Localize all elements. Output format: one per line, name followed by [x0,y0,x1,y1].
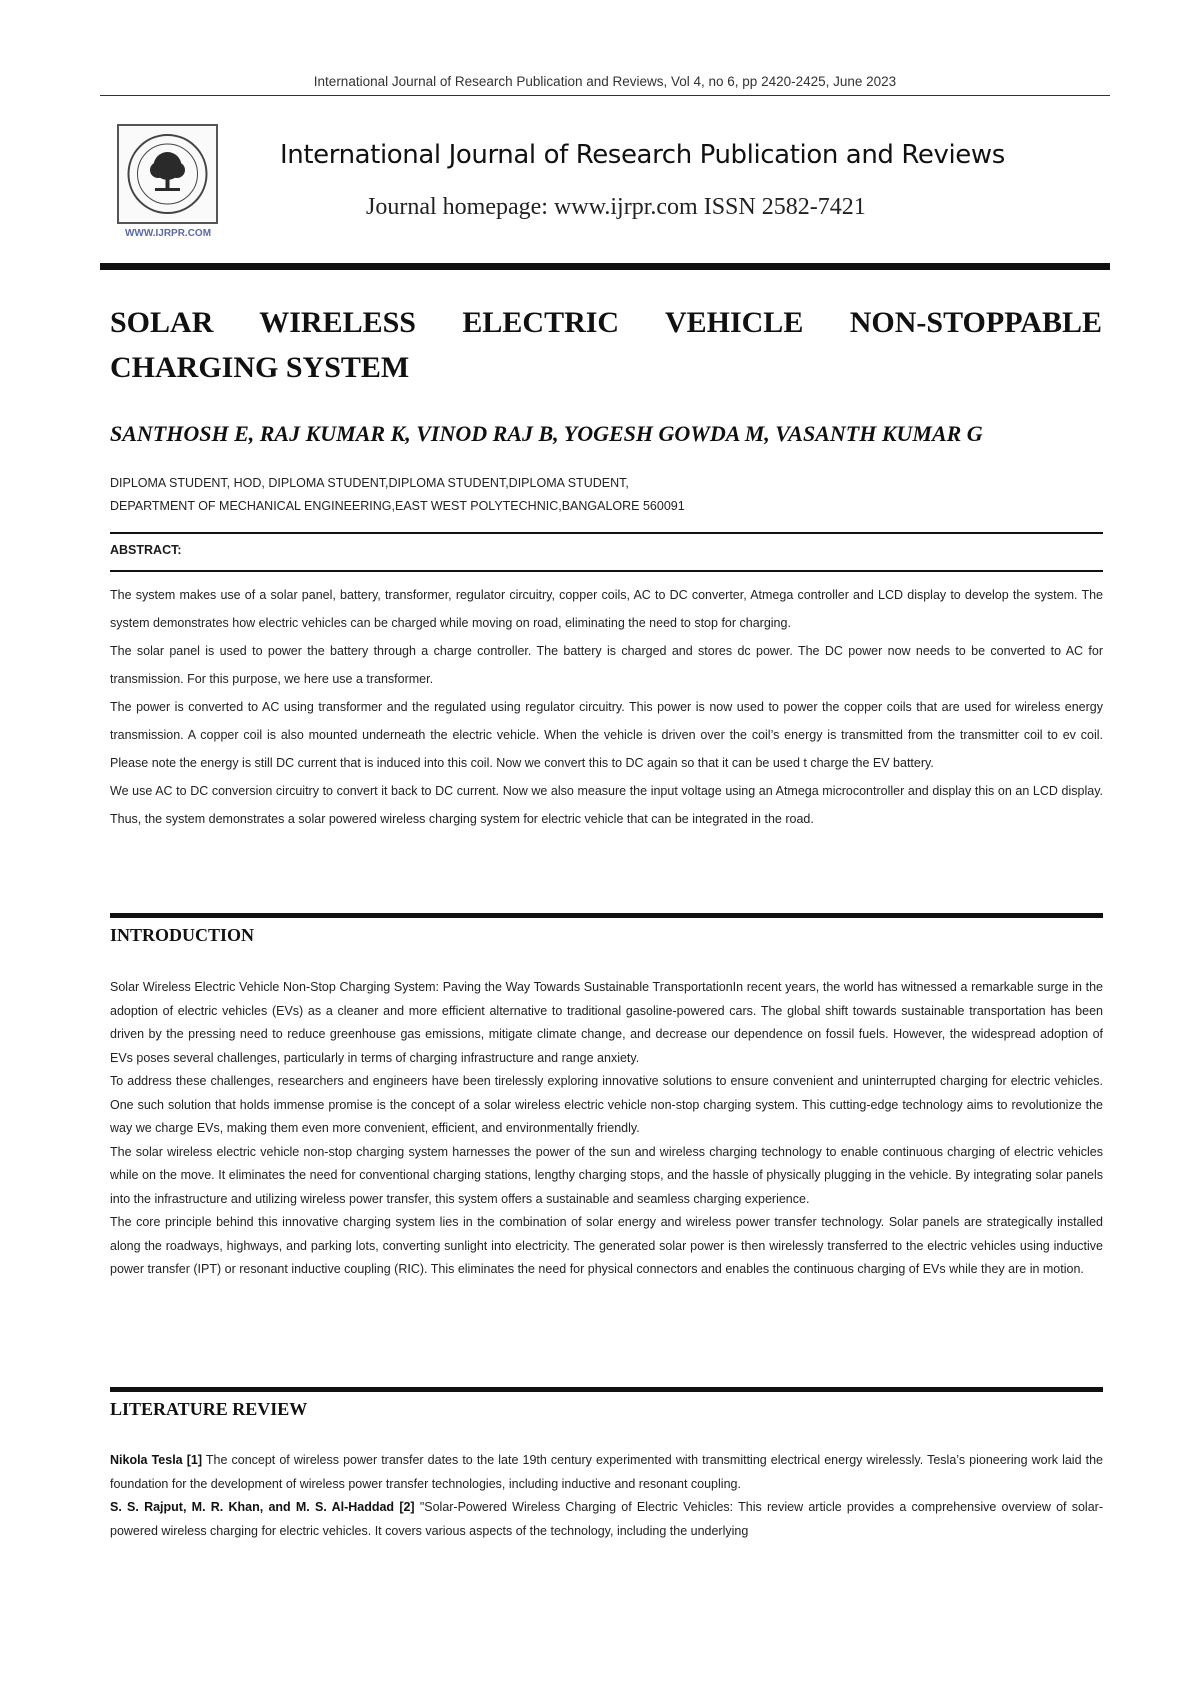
header-thick-rule [100,263,1110,270]
literature-entry [110,1496,1103,1543]
reference-text: The concept of wireless power transfer dates to the late 19th century experimented with transmitting electrical energy wirelessly. Tesla’s pioneering work laid the foundation for the development of wireless power transfer technologies, including inductive and resonant coupling. [110,1453,1103,1491]
journal-title: International Journal of Research Publication and Reviews [280,140,1005,170]
affiliation-line: DEPARTMENT OF MECHANICAL ENGINEERING,EAST WEST POLYTECHNIC,BANGALORE 560091 [110,499,685,513]
abstract-paragraph: We use AC to DC conversion circuitry to convert it back to DC current. Now we also measure the input voltage using an Atmega microcontroller and display this on an LCD display. Thus, the system demonstrates a solar powered wireless charging system for electric vehicle that can be integrated in the road. [110,784,1103,826]
abstract-top-rule [110,532,1103,534]
intro-paragraph: The core principle behind this innovative charging system lies in the combination of solar energy and wireless power transfer technology. Solar panels are strategically installed along the roadways, highways, and parking lots, converting sunlight into electricity. The generated solar power is then wirelessly transferred to the electric vehicles using inductive power transfer (IPT) or resonant inductive coupling (RIC). This eliminates the need for physical connectors and enables the continuous charging of EVs while they are in motion. [110,1215,1103,1276]
abstract-label: ABSTRACT: [110,543,182,557]
introduction-body [110,976,1103,1282]
introduction-heading: INTRODUCTION [110,925,255,945]
reference-number: [1] [186,1453,203,1467]
abstract-paragraph: The solar panel is used to power the battery through a charge controller. The battery is charged and stores dc power. The DC power now needs to be converted to AC for transmission. For this purpose, we here use a transformer. [110,644,1103,686]
tree-seal-icon [125,132,210,216]
literature-review-heading: LITERATURE REVIEW [110,1399,308,1419]
affiliation-line: DIPLOMA STUDENT, HOD, DIPLOMA STUDENT,DIPLOMA STUDENT,DIPLOMA STUDENT, [110,476,629,490]
abstract-bottom-rule [110,570,1103,572]
abstract-paragraph: The system makes use of a solar panel, battery, transformer, regulator circuitry, copper coils, AC to DC converter, Atmega controller and LCD display to develop the system. The system demonstrates how electric vehicles can be charged while moving on road, eliminating the need to stop for charging. [110,588,1103,630]
journal-homepage: Journal homepage: www.ijrpr.com ISSN 2582-7421 [366,194,866,220]
paper-title [110,300,1102,390]
reference-author: S. S. Rajput, M. R. Khan, and M. S. Al-Haddad [110,1500,395,1514]
paper-title-line: CHARGING SYSTEM [110,351,410,384]
reference-author: Nikola Tesla [110,1453,183,1467]
intro-paragraph: Solar Wireless Electric Vehicle Non-Stop Charging System: Paving the Way Towards Sustainable TransportationIn recent years, the world has witnessed a remarkable surge in the adoption of electric vehicles (EVs) as a cleaner and more efficient alternative to traditional gasoline-powered cars. The global shift towards sustainable transportation has been driven by the pressing need to reduce greenhouse gas emissions, mitigate climate change, and decrease our dependence on fossil fuels. However, the widespread adoption of EVs poses several challenges, particularly in terms of charging infrastructure and range anxiety. [110,980,1103,1065]
literature-entry [110,1449,1103,1496]
intro-paragraph: To address these challenges, researchers and engineers have been tirelessly exploring innovative solutions to ensure convenient and uninterrupted charging for electric vehicles. One such solution that holds immense promise is the concept of a solar wireless electric vehicle non-stop charging system. This cutting-edge technology aims to revolutionize the way we charge EVs, making them even more convenient, efficient, and environmentally friendly. [110,1074,1103,1135]
header-rule [100,95,1110,96]
paper-title-line: SOLAR WIRELESS ELECTRIC VEHICLE NON-STOPPABLE [110,306,1102,339]
logo-url: WWW.IJRPR.COM [124,228,212,239]
abstract-body [110,581,1103,833]
intro-rule [110,913,1103,918]
reference-number: [2] [399,1500,415,1514]
literature-review-body [110,1449,1103,1543]
intro-paragraph: The solar wireless electric vehicle non-stop charging system harnesses the power of the sun and wireless charging technology to enable continuous charging of electric vehicles while on the move. It eliminates the need for conventional charging stations, lengthy charging stops, and the hassle of physically plugging in the vehicle. By integrating solar panels into the infrastructure and utilizing wireless power transfer, this system offers a sustainable and seamless charging experience. [110,1144,1103,1206]
running-header: International Journal of Research Publication and Reviews, Vol 4, no 6, pp 2420-2425, June 2023 [313,74,897,89]
reference-text: "Solar-Powered Wireless Charging of Electric Vehicles: This review article provides a comprehensive overview of solar-powered wireless charging for electric vehicles. It covers various aspects of the technology, including the underlying [110,1500,1103,1538]
journal-logo [117,124,218,224]
abstract-paragraph: The power is converted to AC using transformer and the regulated using regulator circuitry. This power is now used to power the copper coils that are used for wireless energy transmission. A copper coil is also mounted underneath the electric vehicle. When the vehicle is driven over the coil’s energy is transmitted from the transmitter coil to ev coil. Please note the energy is still DC current that is induced into this coil. Now we convert this to DC again so that it can be used t charge the EV battery. [110,700,1103,770]
literature-rule [110,1387,1103,1392]
affiliation [110,472,1110,518]
author-list: SANTHOSH E, RAJ KUMAR K, VINOD RAJ B, YOGESH GOWDA M, VASANTH KUMAR G [110,421,983,446]
